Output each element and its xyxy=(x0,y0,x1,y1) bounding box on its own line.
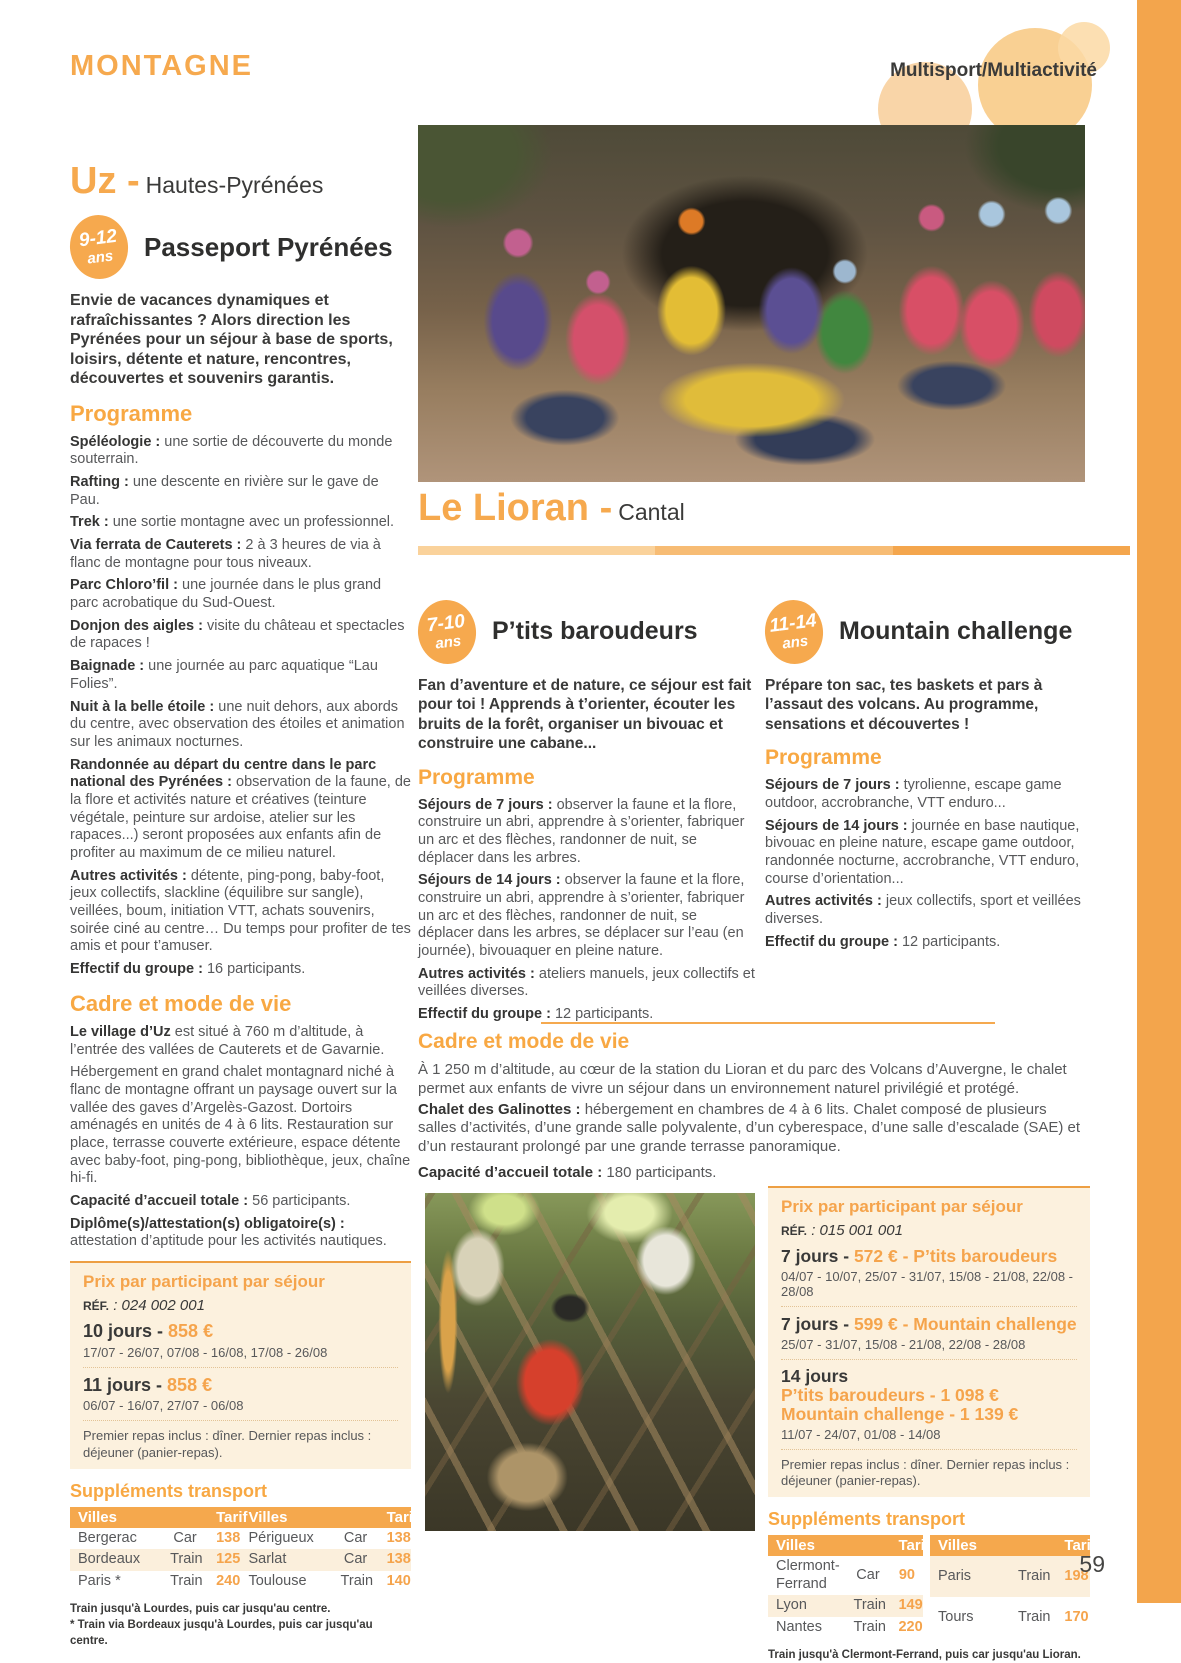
programme-item: Séjours de 14 jours : observer la faune et la flore, construire un abri, apprendre à s’orienter, fabriquer un arc et des flèches, randonner de nuit, se déplacer dans les arbres, se déplacer sur l’eau (en journée), bivouaquer en pleine nature. xyxy=(418,872,745,959)
age-unit: ans xyxy=(86,247,115,268)
transport-row: Paris Train 198 xyxy=(930,1556,1090,1597)
uz-caving-group-photo xyxy=(418,125,1085,482)
offer-dates: 06/07 - 16/07, 27/07 - 06/08 xyxy=(83,1398,398,1421)
destination-name: Uz - xyxy=(70,160,140,202)
age-badge xyxy=(66,212,131,283)
destination-name: Le Lioran - xyxy=(418,487,613,529)
cadre-heading: Cadre et mode de vie xyxy=(418,1030,630,1053)
uz-section xyxy=(70,160,418,1649)
stay-title: Mountain challenge xyxy=(839,617,1073,646)
topic-header: Multisport/Multiactivité xyxy=(890,60,1097,81)
programme-item: Spéléologie : une sortie de découverte du monde souterrain. xyxy=(70,433,393,468)
page-number: 59 xyxy=(1079,1551,1105,1577)
transport-row: Bordeaux Train 125 Sarlat Car 138 xyxy=(70,1549,411,1570)
reference-number: RÉF. : 024 002 001 xyxy=(83,1297,205,1315)
lioran-cadre-section xyxy=(418,1030,1085,1185)
programme-item: Effectif du groupe : 12 participants. xyxy=(418,1006,654,1023)
stay-intro: Envie de vacances dynamiques et rafraîchissantes ? Alors direction les Pyrénées pour un séjour à base de sports, loisirs, détente et nature, rencontres, découvertes et souvenirs garantis. xyxy=(70,292,393,388)
lioran-prices-column xyxy=(768,1186,1096,1663)
price-offer: 10 jours - 858 € 17/07 - 26/07, 07/08 - 16/08, 17/08 - 26/08 xyxy=(83,1321,398,1368)
programme-heading: Programme xyxy=(765,746,882,770)
offers-list xyxy=(83,1321,398,1421)
transport-table-header: Villes Tarif Villes Tarif xyxy=(70,1507,411,1528)
destination-region: Cantal xyxy=(618,499,685,525)
transport-row: Nantes Train 220 xyxy=(776,1618,923,1635)
destination-title xyxy=(418,487,1137,530)
programme-item: Séjours de 7 jours : tyrolienne, escape game outdoor, accrobranche, VTT enduro... xyxy=(765,777,1062,811)
programme-item: Randonnée au départ du centre dans le parc national des Pyrénées : observation de la faune, de la flore et activités nature et créatives (teinture végétale, peinture sur ardoise, atelier sur les rapaces...) seront proposées aux enfants afin de profiter au maximum de ce milieu naturel. xyxy=(70,756,411,862)
programme-item: Effectif du groupe : 16 participants. xyxy=(70,961,306,978)
programme-item: Autres activités : ateliers manuels, jeux collectifs et veillées diverses. xyxy=(418,965,755,1000)
programme-item: Capacité d’accueil totale : 56 participants. xyxy=(70,1193,351,1210)
programme-list xyxy=(765,777,1087,951)
programme-item: Autres activités : détente, ping-pong, baby-foot, jeux collectifs, slackline (équilibre sur sangle), veillées, boum, initiation VTT, achats souvenirs, soirée ciné au centre… Du temps pour profiter de tes amis et pour t’amuser. xyxy=(70,867,411,955)
programme-item: Hébergement en grand chalet montagnard niché à flanc de montagne offrant un paysage ouvert sur la vallée des gaves d’Argelès-Gazost. Dortoirs aménagés en unités de 4 à 6 lits. Restauration sur place, terrasse couverte extérieure, espace détente avec baby-foot, ping-pong, bibliothèque, jeux, chaîne hi-fi. xyxy=(70,1064,411,1187)
programme-item: Le village d’Uz est situé à 760 m d’altitude, à l’entrée des vallées de Cauterets et de Gavarnie. xyxy=(70,1023,385,1058)
programme-list xyxy=(418,797,755,1024)
programme-item: Diplôme(s)/attestation(s) obligatoire(s) : attestation d’aptitude pour les activités nautiques. xyxy=(70,1215,387,1250)
programme-item: Baignade : une journée au parc aquatique “Lau Folies”. xyxy=(70,658,378,692)
destination-title xyxy=(70,160,411,203)
age-range: 7-10 xyxy=(425,610,467,637)
offers-list xyxy=(781,1246,1077,1450)
programme-item: Nuit à la belle étoile : une nuit dehors, aux abords du centre, avec observation des étoiles et animation sur les animaux nocturnes. xyxy=(70,698,405,750)
transport-heading: Suppléments transport xyxy=(768,1509,966,1530)
age-unit: ans xyxy=(434,632,463,653)
lioran-section xyxy=(418,487,1137,1661)
age-range: 9-12 xyxy=(77,225,119,252)
transport-row: Tours Train 170 xyxy=(938,1608,1089,1625)
programme-list xyxy=(70,434,411,979)
age-badge xyxy=(761,597,826,668)
price-box xyxy=(768,1186,1090,1497)
stay-intro: Prépare ton sac, tes baskets et pars à l’assaut des volcans. Au programme, sensations et découvertes ! xyxy=(765,677,1043,733)
price-offer: 14 jours P’tits baroudeurs - 1 098 € Mountain challenge - 1 139 € 11/07 - 24/07, 01/08 - 14/08 xyxy=(781,1367,1077,1450)
cadre-list xyxy=(70,1024,411,1251)
price-box xyxy=(70,1261,411,1469)
price-offer: 7 jours - 572 € - P’tits baroudeurs 04/07 - 10/07, 25/07 - 31/07, 15/08 - 21/08, 22/08 - 28/08 xyxy=(781,1246,1077,1307)
programme-item: Donjon des aigles : visite du château et spectacles de rapaces ! xyxy=(70,617,405,652)
programme-heading: Programme xyxy=(418,765,535,789)
offer-dates: 17/07 - 26/07, 07/08 - 16/08, 17/08 - 26/08 xyxy=(83,1345,398,1368)
transport-notes: Train jusqu'à Clermont-Ferrand, puis car jusqu'au Lioran. xyxy=(768,1648,1081,1661)
cadre-heading: Cadre et mode de vie xyxy=(70,990,292,1016)
programme-item: Rafting : une descente en rivière sur le gave de Pau. xyxy=(70,473,379,508)
lioran-forest-photo xyxy=(425,1193,755,1531)
stay-title: Passeport Pyrénées xyxy=(144,231,393,262)
age-range: 11-14 xyxy=(768,610,818,637)
transport-table xyxy=(70,1507,418,1592)
stay-intro: Fan d’aventure et de nature, ce séjour est fait pour toi ! Apprends à t’orienter, écouter les bruits de la forêt, organiser un bivouac et construire une cabane... xyxy=(418,677,752,753)
transport-notes: Train jusqu'à Lourdes, puis car jusqu'au centre. * Train via Bordeaux jusqu'à Lourdes, puis car jusqu'au centre. xyxy=(70,1603,373,1648)
center-divider-line xyxy=(541,1022,995,1024)
programme-item: Via ferrata de Cauterets : 2 à 3 heures de via à flanc de montagne pour tous niveaux. xyxy=(70,537,381,571)
programme-item: Capacité d’accueil totale : 180 participants. xyxy=(418,1163,717,1181)
age-unit: ans xyxy=(781,632,810,653)
offer-dates: 04/07 - 10/07, 25/07 - 31/07, 15/08 - 21/08, 22/08 - 28/08 xyxy=(781,1269,1077,1307)
transport-table-left xyxy=(768,1535,930,1638)
reference-number: RÉF. : 015 001 001 xyxy=(781,1222,903,1239)
cadre-list xyxy=(418,1061,1085,1183)
price-box-heading: Prix par participant par séjour xyxy=(83,1272,325,1292)
programme-heading: Programme xyxy=(70,400,193,426)
programme-item: Trek : une sortie montagne avec un professionnel. xyxy=(70,514,395,531)
section-divider-bar xyxy=(418,546,1130,555)
transport-heading: Suppléments transport xyxy=(70,1480,268,1501)
transport-row: Lyon Train 149 xyxy=(768,1595,923,1616)
meals-note: Premier repas inclus : dîner. Dernier repas inclus : déjeuner (panier-repas). xyxy=(83,1428,372,1460)
transport-row: Paris * Train 240 Toulouse Train 140 xyxy=(78,1572,411,1589)
mountain-challenge-column xyxy=(765,600,1087,1029)
programme-item: À 1 250 m d’altitude, au cœur de la station du Lioran et du parc des Volcans d’Auvergne, le chalet permet aux enfants de vivre un séjour dans un environnement naturel privilégié et protégé. xyxy=(418,1061,1067,1097)
transport-table-header: Villes Tarif xyxy=(930,1535,1090,1556)
programme-item: Autres activités : jeux collectifs, sport et veillées diverses. xyxy=(765,893,1081,927)
programme-item: Séjours de 14 jours : journée en base nautique, bivouac en pleine nature, escape game outdoor, randonnée nocturne, accrobranche, VTT enduro, course d’orientation... xyxy=(765,817,1080,887)
offer-dates: 11/07 - 24/07, 01/08 - 14/08 xyxy=(781,1427,1077,1450)
price-offer: 7 jours - 599 € - Mountain challenge 25/07 - 31/07, 15/08 - 21/08, 22/08 - 28/08 xyxy=(781,1314,1077,1360)
page-edge-bar xyxy=(1137,0,1181,1603)
meals-note: Premier repas inclus : dîner. Dernier repas inclus : déjeuner (panier-repas). xyxy=(781,1456,1070,1489)
destination-region: Hautes-Pyrénées xyxy=(145,172,324,198)
transport-row: Clermont-Ferrand Car 90 xyxy=(776,1558,915,1592)
price-box-heading: Prix par participant par séjour xyxy=(781,1197,1023,1216)
programme-item: Séjours de 7 jours : observer la faune et la flore, construire un abri, apprendre à s’orienter, fabriquer un arc et des flèches, randonner de nuit, se déplacer dans les arbres. xyxy=(418,796,745,866)
ptits-baroudeurs-column xyxy=(418,600,755,1029)
offer-dates: 25/07 - 31/07, 15/08 - 21/08, 22/08 - 28/08 xyxy=(781,1337,1077,1360)
category-header: MONTAGNE xyxy=(70,50,254,82)
price-offer: 11 jours - 858 € 06/07 - 16/07, 27/07 - 06/08 xyxy=(83,1375,398,1422)
programme-item: Effectif du groupe : 12 participants. xyxy=(765,933,1001,950)
age-badge xyxy=(414,597,479,668)
transport-table-header: Villes Tarif xyxy=(768,1535,923,1556)
stay-title: P’tits baroudeurs xyxy=(492,617,698,646)
transport-row: Bergerac Car 138 Périgueux Car 138 xyxy=(78,1529,411,1546)
programme-item: Parc Chloro’fil : une journée dans le plus grand parc acrobatique du Sud-Ouest. xyxy=(70,577,382,612)
programme-item: Chalet des Galinottes : hébergement en chambres de 4 à 6 lits. Chalet composé de plusieurs salles d’activités, d’une grande salle polyvalente, d’un cyberespace, d’une salle d’escalade (SAE) et d’un restaurant prolongé par une grande terrasse panoramique. xyxy=(418,1100,1081,1155)
